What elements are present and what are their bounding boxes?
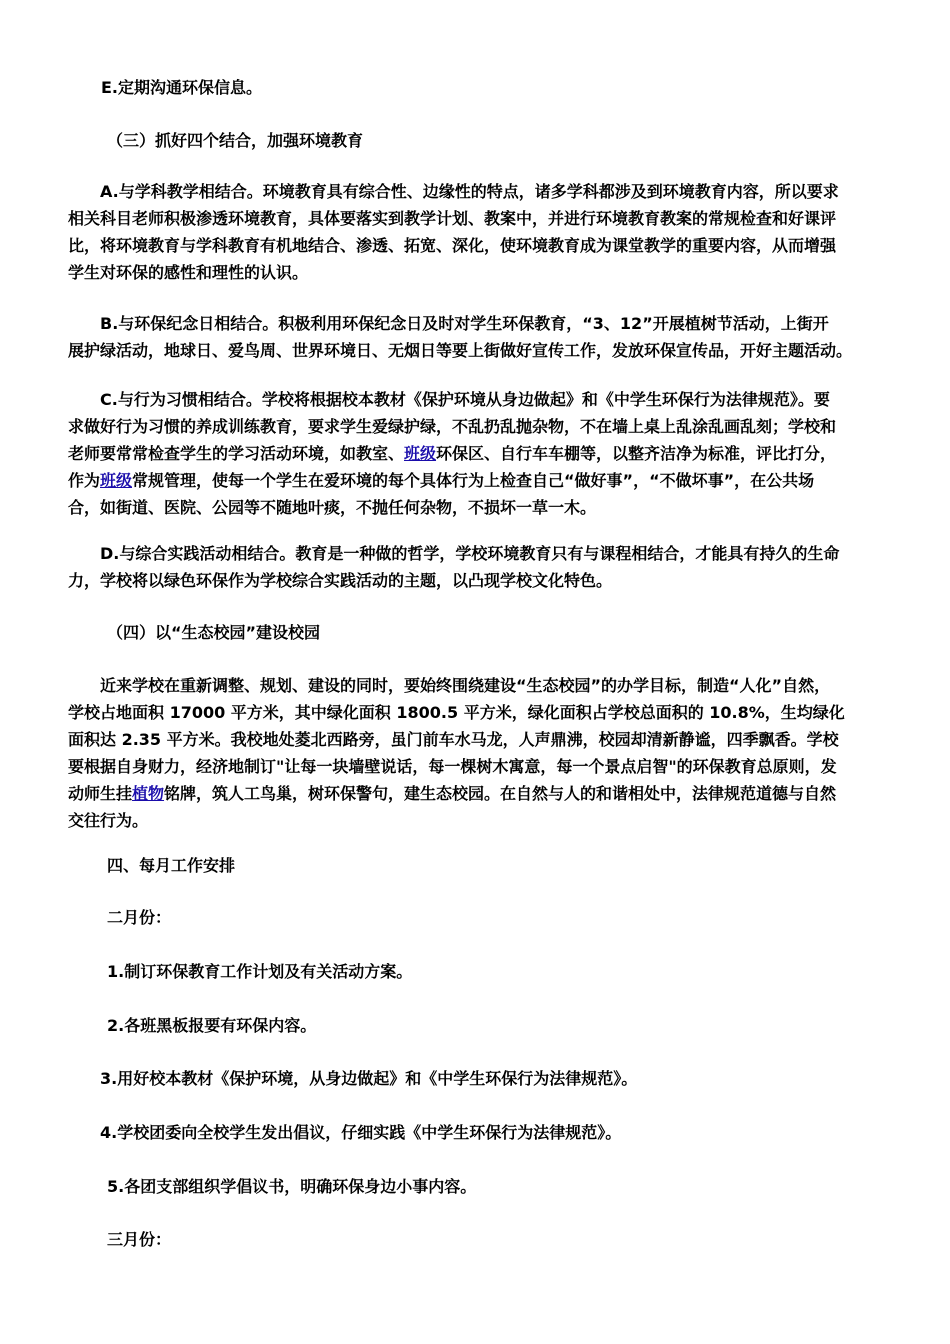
part-heading-4: 四、每月工作安排 xyxy=(107,856,236,875)
paragraph-a-line: 相关科目老师积极渗透环境教育，具体要落实到教学计划、教案中，并进行环境教育教案的常规检查和好课评 xyxy=(68,209,837,228)
paragraph-text: 铭牌，筑人工鸟巢，树环保警句，建生态校园。在自然与人的和谐相处中，法律规范道德与自然 xyxy=(164,784,837,803)
paragraph-c-line: 合，如街道、医院、公园等不随地叶痰，不抛任何杂物，不损坏一草一木。 xyxy=(68,498,597,517)
class-link[interactable]: 班级 xyxy=(404,444,437,463)
paragraph-b-line: 展护绿活动，地球日、爱鸟周、世界环境日、无烟日等要上街做好宣传工作，发放环保宣传品，开好主题活动。 xyxy=(68,341,853,360)
month-heading-feb: 二月份： xyxy=(107,908,172,927)
paragraph-c-text: 作为 xyxy=(68,471,101,490)
paragraph-c-line xyxy=(68,440,876,467)
paragraph-d xyxy=(68,540,876,594)
month-heading-mar: 三月份： xyxy=(107,1230,172,1249)
paragraph-c-line: 求做好行为习惯的养成训练教育，要求学生爱绿护绿，不乱扔乱抛杂物，不在墙上桌上乱涂乱画乱刻；学校和 xyxy=(68,417,837,436)
paragraph-c-line xyxy=(68,467,876,494)
paragraph-line: 交往行为。 xyxy=(68,811,149,830)
paragraph-c xyxy=(68,386,876,521)
paragraph-ecocampus xyxy=(68,672,876,834)
paragraph-text: 动师生挂 xyxy=(68,784,133,803)
paragraph-a-line: 学生对环保的感性和理性的认识。 xyxy=(68,263,309,282)
paragraph-d-line: D.与综合实践活动相结合。教育是一种做的哲学，学校环境教育只有与课程相结合，才能具有持久的生命 xyxy=(100,544,840,563)
paragraph-a-line: 比，将环境教育与学科教育有机地结合、渗透、拓宽、深化，使环境教育成为课堂教学的重要内容，从而增强 xyxy=(68,236,837,255)
class-link[interactable]: 班级 xyxy=(100,471,133,490)
paragraph-line: 近来学校在重新调整、规划、建设的同时，要始终围绕建设“生态校园”的办学目标，制造“人化”自然， xyxy=(100,676,831,695)
paragraph-b-line: B.与环保纪念日相结合。积极利用环保纪念日及时对学生环保教育，“3、12”开展植树节活动，上街开 xyxy=(100,314,829,333)
list-item-e: E.定期沟通环保信息。 xyxy=(101,78,263,97)
feb-item: 4.学校团委向全校学生发出倡议，仔细实践《中学生环保行为法律规范》。 xyxy=(100,1123,622,1142)
section-heading-3: （三）抓好四个结合，加强环境教育 xyxy=(107,131,364,150)
paragraph-a-line: A.与学科教学相结合。环境教育具有综合性、边缘性的特点，诸多学科都涉及到环境教育内容，所以要求 xyxy=(100,182,839,201)
paragraph-c-line: C.与行为习惯相结合。学校将根据校本教材《保护环境从身边做起》和《中学生环保行为法律规范》。要 xyxy=(100,390,830,409)
paragraph-d-line: 力，学校将以绿色环保作为学校综合实践活动的主题，以凸现学校文化特色。 xyxy=(68,571,613,590)
feb-item: 2.各班黑板报要有环保内容。 xyxy=(107,1016,317,1035)
paragraph-line: 要根据自身财力，经济地制订"让每一块墙壁说话，每一棵树木寓意，每一个景点启智"的环保教育总原则，发 xyxy=(68,757,837,776)
paragraph-c-text: 环保区、自行车车棚等，以整齐洁净为标准，评比打分， xyxy=(436,444,837,463)
paragraph-a xyxy=(68,178,876,286)
paragraph-b xyxy=(68,310,876,364)
feb-item: 5.各团支部组织学倡议书，明确环保身边小事内容。 xyxy=(107,1177,477,1196)
plant-link[interactable]: 植物 xyxy=(132,784,165,803)
feb-item: 3.用好校本教材《保护环境，从身边做起》和《中学生环保行为法律规范》。 xyxy=(100,1069,638,1088)
feb-item: 1.制订环保教育工作计划及有关活动方案。 xyxy=(107,962,413,981)
paragraph-line: 面积达 2.35 平方米。我校地处菱北西路旁，虽门前车水马龙，人声鼎沸，校园却清新静谧，四季飘香。学校 xyxy=(68,730,839,749)
section-heading-4: （四）以“生态校园”建设校园 xyxy=(107,623,321,642)
paragraph-c-text: 常规管理，使每一个学生在爱环境的每个具体行为上检查自己“做好事”，“不做坏事”，在公共场 xyxy=(132,471,815,490)
paragraph-line: 学校占地面积 17000 平方米，其中绿化面积 1800.5 平方米，绿化面积占学校总面积的 10.8%，生均绿化 xyxy=(68,703,845,722)
paragraph-line xyxy=(68,780,876,807)
paragraph-c-text: 老师要常常检查学生的学习活动环境，如教室、 xyxy=(68,444,405,463)
